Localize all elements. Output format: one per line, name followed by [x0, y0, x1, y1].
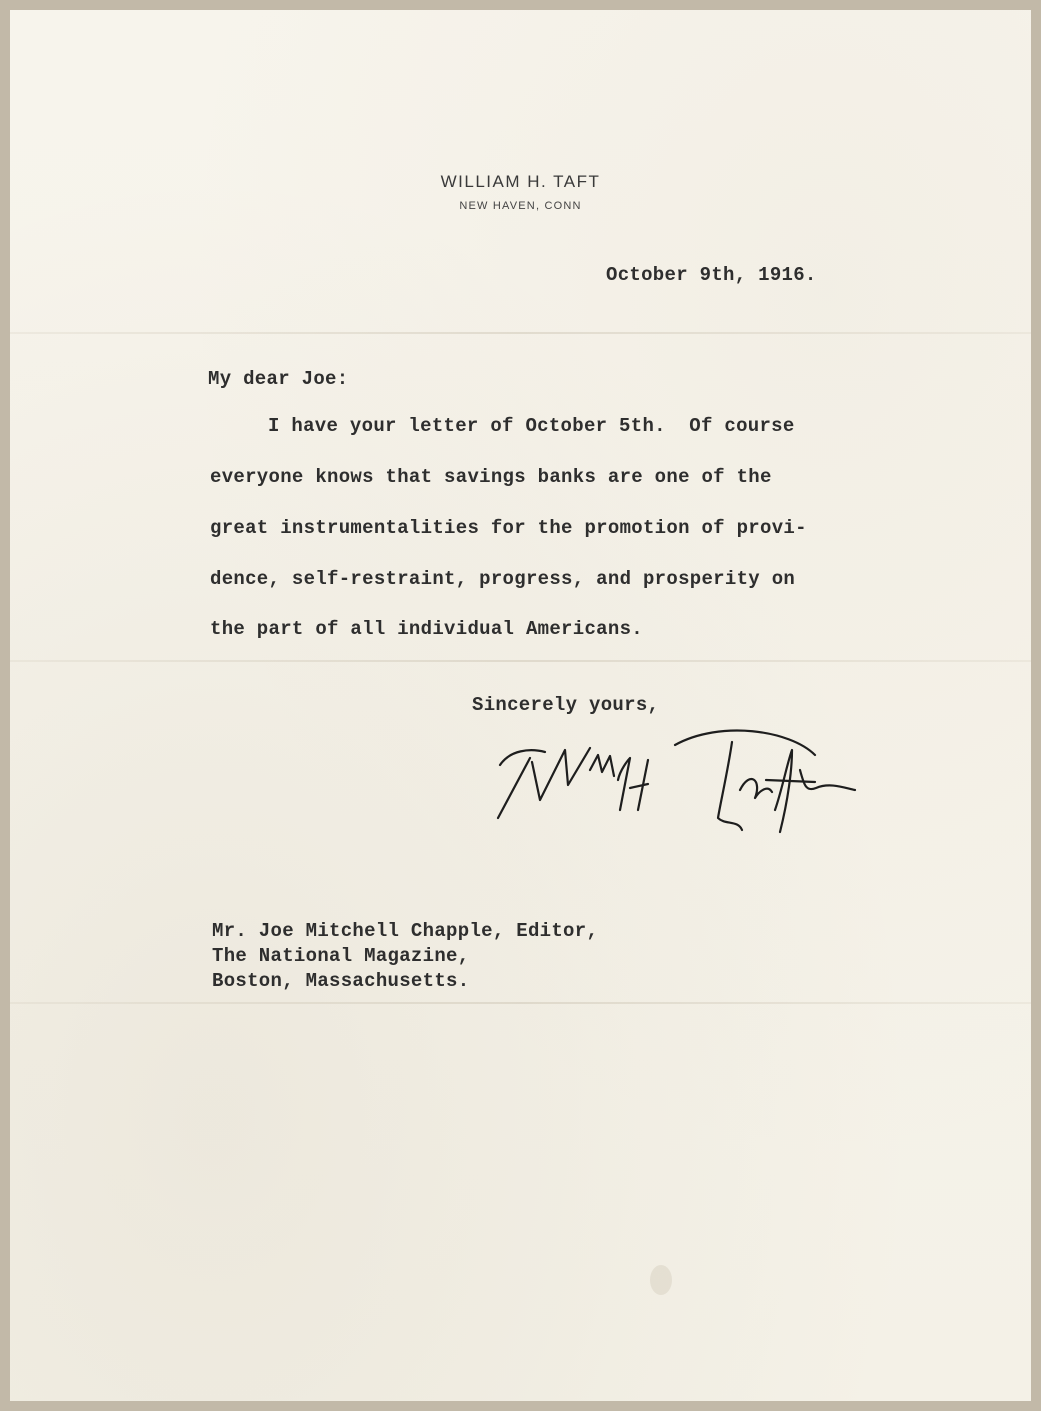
letter-date: October 9th, 1916. — [606, 264, 817, 286]
body-line: the part of all individual Americans. — [210, 618, 643, 640]
closing: Sincerely yours, — [472, 694, 660, 716]
body-line: I have your letter of October 5th. Of course — [268, 415, 795, 437]
body-line: everyone knows that savings banks are one of the — [210, 466, 772, 488]
body-line: dence, self-restraint, progress, and prosperity on — [210, 568, 796, 590]
body-line: great instrumentalities for the promotion of provi- — [210, 517, 807, 539]
recipient-line: Boston, Massachusetts. — [212, 970, 470, 992]
paper-fold — [10, 1002, 1031, 1004]
recipient-line: The National Magazine, — [212, 945, 470, 967]
salutation: My dear Joe: — [208, 368, 349, 390]
letterhead-name: WILLIAM H. TAFT — [440, 172, 601, 191]
recipient-line: Mr. Joe Mitchell Chapple, Editor, — [212, 920, 599, 942]
paper-stain — [650, 1265, 672, 1295]
paper-fold — [10, 332, 1031, 334]
letterhead-place: NEW HAVEN, CONN — [459, 200, 582, 212]
handwritten-signature — [470, 710, 870, 850]
paper-fold — [10, 660, 1031, 662]
